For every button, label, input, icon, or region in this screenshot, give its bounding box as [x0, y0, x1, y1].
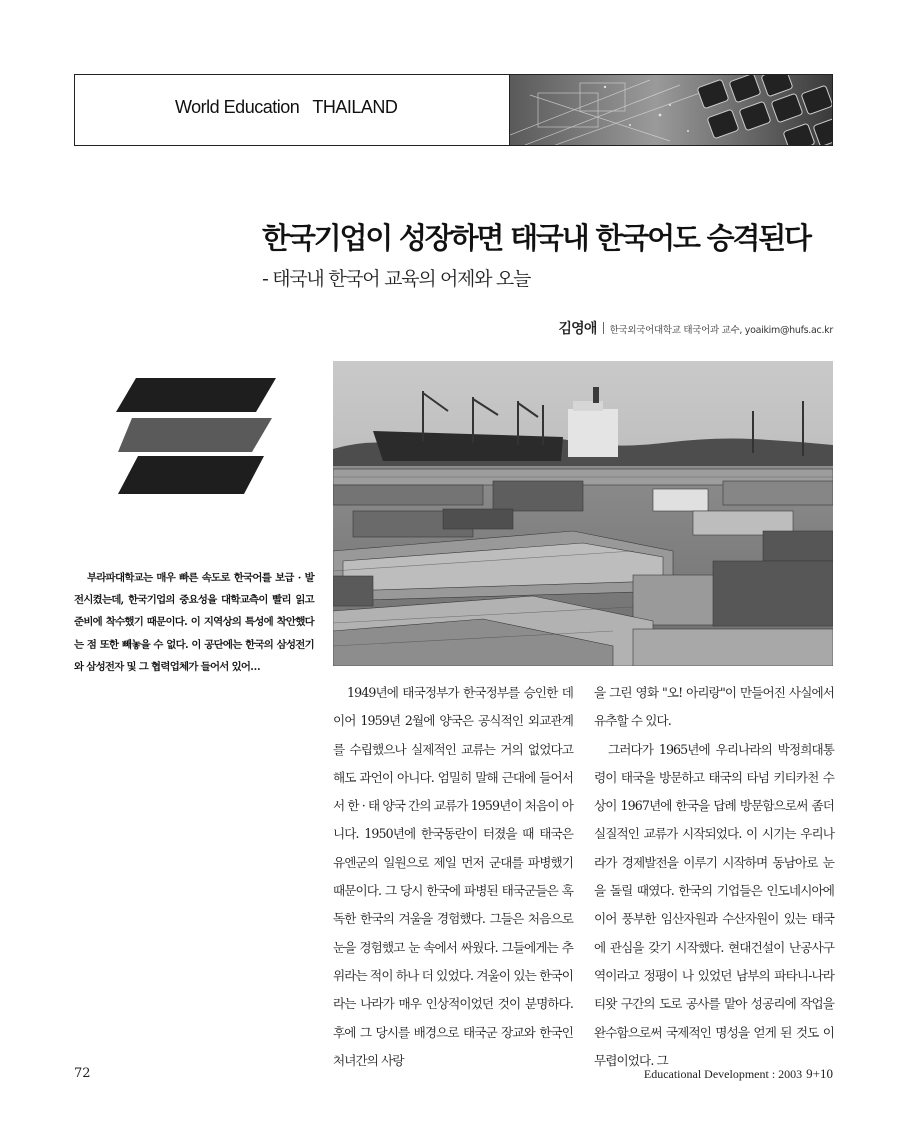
body-paragraph: 을 그린 영화 "오! 아리랑"이 만들어진 사실에서 유추할 수 있다.: [594, 685, 834, 729]
journal-volume: 9+10: [806, 1066, 833, 1081]
author-line: [558, 318, 833, 338]
body-paragraph: 그러다가 1965년에 우리나라의 박정희대통령이 태국을 방문하고 태국의 타넘 키티카천 수상이 1967년에 한국을 답례 방문함으로써 좀더 실질적인 교류가 시작되었다. 이 시기는 우리나라가 경제발전을 이루기 시작하며 동남아로 눈을 돌릴 때였다. 한국의 기업들은 인도네시아에 이어 풍부한 임산자원과 수산자원이 있는 태국에 관심을 갖기 시작했다. 현대건설이 난공사구역이라고 정평이 나 있었던 남부의 파타니-나라티왓 구간의 도로 공사를 맡아 성공리에 작업을 완수함으로써 국제적인 명성을 얻게 된 것도 이 무렵이었다. 그: [594, 741, 834, 1068]
keyboard-photo-icon: [510, 74, 833, 146]
author-name: 김영애: [558, 321, 597, 337]
pull-quote: 부라파대학교는 매우 빠른 속도로 한국어를 보급 · 발전시켰는데, 한국기업의 중요성을 대학교측이 빨리 읽고 준비에 착수했기 때문이다. 이 지역상의 특성에 착안했다는 점 또한 빼놓을 수 없다. 이 공단에는 한국의 삼성전기와 삼성전자 및 그 협력업체가 들어서 있어…: [74, 572, 314, 673]
body-column-right: [594, 679, 834, 1075]
article-title: 한국기업이 성장하면 태국내 한국어도 승격된다: [262, 221, 810, 255]
section-header-box: [74, 74, 510, 146]
author-affiliation: 한국외국어대학교 태국어과 교수, yoaikim@hufs.ac.kr: [609, 325, 833, 336]
article-subtitle: - 태국내 한국어 교육의 어제와 오늘: [262, 268, 531, 290]
body-column-left: [333, 679, 573, 1075]
diagonal-stripes-icon: [116, 376, 278, 496]
container-port-photo-icon: [333, 361, 833, 666]
journal-footer: [644, 1066, 833, 1082]
section-label: World Education THAILAND: [175, 97, 398, 117]
body-paragraph: 1949년에 태국정부가 한국정부를 승인한 데 이어 1959년 2월에 양국은 공식적인 외교관계를 수립했으나 실제적인 교류는 거의 없었다고 해도 과언이 아니다. 엄밀히 말해 근대에 들어서서 한 · 태 양국 간의 교류가 1959년이 처음이 아니다. 1950년에 한국동란이 터졌을 때 태국은 유엔군의 일원으로 제일 먼저 군대를 파병했기 때문이다. 그 당시 한국에 파병된 태국군들은 혹독한 한국의 겨울을 경험했다. 그들은 처음으로 눈을 경험했고 눈 속에서 싸웠다. 그들에게는 추위라는 적이 하나 더 있었다. 겨울이 있는 한국이라는 나라가 매우 인상적이었던 것이 분명하다. 후에 그 당시를 배경으로 태국군 장교와 한국인 처녀간의 사랑: [333, 685, 573, 1068]
author-divider: [603, 322, 604, 334]
journal-title: Educational Development : 2003: [643, 1067, 803, 1081]
page-number: 72: [74, 1066, 91, 1081]
